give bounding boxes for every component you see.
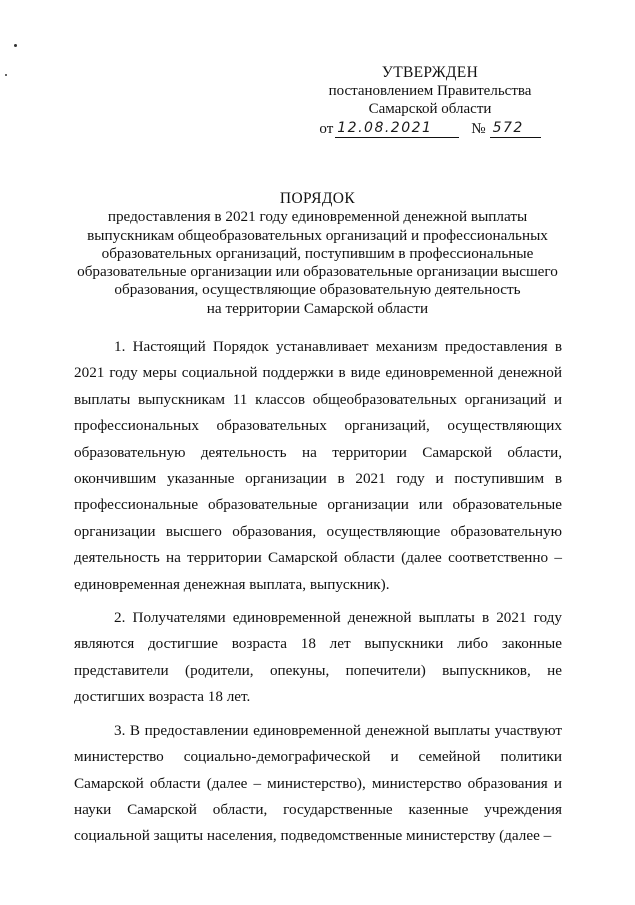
title-line: предоставления в 2021 году единовременной денежной выплаты <box>107 208 528 226</box>
paragraph-1: 1. Настоящий Порядок устанавливает механизм предоставления в 2021 году меры социальной поддержки в виде единовременной денежной выплаты выпускникам 11 классов общеобразовательных организаций и профессиональных образовательных организаций, осуществляющих образовательную деятельность на территории Самарской области, окончившим указанные организации в 2021 году и поступившим в профессиональные образовательные организации или образовательные организации высшего образования, осуществляющие образовательную деятельность на территории Самарской области (далее соответственно – единовременная денежная выплата, выпускник). <box>74 338 562 593</box>
approval-stamp <box>300 64 560 138</box>
title-heading: ПОРЯДОК <box>279 190 356 207</box>
title-line: образования, осуществляющие образовательную деятельность <box>114 281 521 299</box>
approval-line-1: постановлением Правительства <box>328 83 532 99</box>
paragraph-3: 3. В предоставлении единовременной денежной выплаты участвуют министерство социально-демографической и семейной политики Самарской области (далее – министерство), министерство образования и науки Самарской области, государственные казенные учреждения социальной защиты населения, подведомственные министерству (далее – <box>74 721 562 845</box>
handwritten-date: 12.08.2021 <box>335 119 459 138</box>
document-body <box>74 334 562 857</box>
handwritten-number: 572 <box>490 119 541 138</box>
title-line: на территории Самарской области <box>206 299 429 317</box>
approval-line-2: Самарской области <box>368 101 492 117</box>
approval-date-line <box>300 119 560 138</box>
approval-word: УТВЕРЖДЕН <box>381 64 479 81</box>
scan-speck <box>14 44 17 47</box>
title-line: образовательных организаций, поступившим в профессиональные <box>101 244 534 262</box>
paragraph-2: 2. Получателями единовременной денежной выплаты в 2021 году являются достигшие возраста 18 лет выпускники либо законные представители (родители, опекуны, попечители) выпускников, не достигших возраста 18 лет. <box>74 609 562 706</box>
document-title <box>60 190 575 318</box>
number-sign: № <box>471 121 486 137</box>
date-prefix: от <box>319 121 334 137</box>
title-line: образовательные организации или образовательные организации высшего <box>77 263 558 281</box>
scan-speck <box>5 74 7 76</box>
title-line: выпускникам общеобразовательных организаций и профессиональных <box>87 226 548 244</box>
